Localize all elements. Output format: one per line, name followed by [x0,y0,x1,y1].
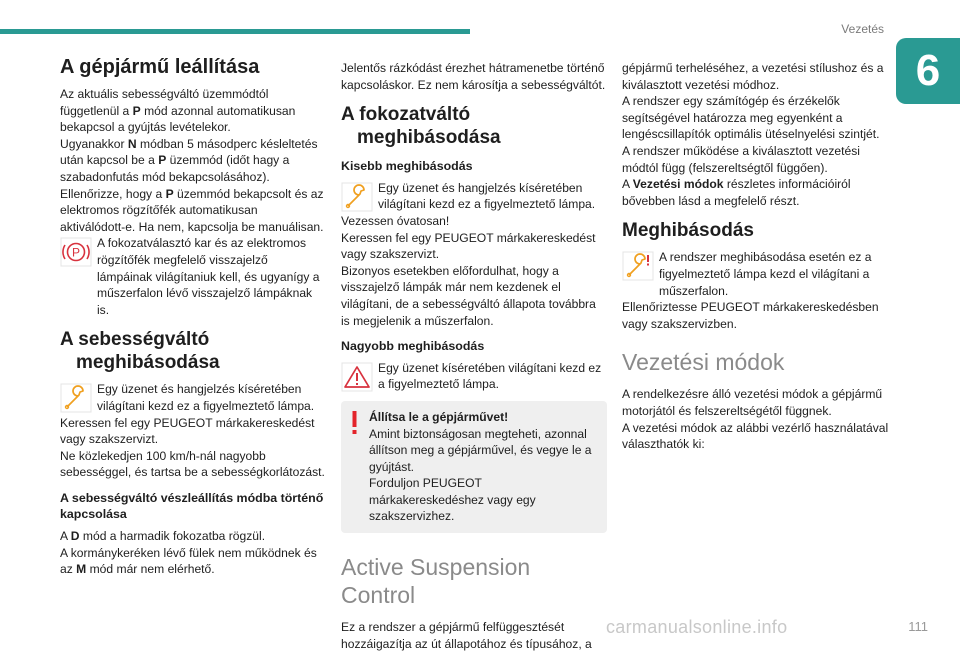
header-accent-bar [0,29,470,34]
minor-failure-note [341,180,607,213]
malfunction-note [622,249,892,299]
heading-selector-failure: A fokozatváltó meghibásodása [341,104,501,149]
chapter-number-tab: 6 [896,38,960,104]
minor-after-2: Keressen fel egy PEUGEOT márkakereskedést vagy szakszervizt. [341,230,596,262]
heading-malfunction: Meghibásodás [622,220,754,242]
column-2 [341,60,607,652]
driving-modes-text-2: A vezetési módok az alábbi vezérlő használatával választhatók ki: [622,420,889,452]
wrench-warning-icon [60,383,92,413]
driving-modes-text-1: A rendelkezésre álló vezetési módok a gépjármű motorjától és felszereltségétől függnek. [622,387,883,418]
emergency-mode-text: A D mód a harmadik fokozatba rögzül. A kormánykeréken lévő fülek nem működnek és az M mód már nem elérhető. [60,529,317,577]
minor-failure-text: Egy üzenet és hangjelzés kíséretében világítani kezd ez a figyelmeztető lámpa. [378,180,596,212]
heading-gearbox-failure: A sebességváltó meghibásodása [60,329,220,374]
gearbox-after-1: Keressen fel egy PEUGEOT márkakereskedést vagy szakszervizt. [60,415,315,447]
gearbox-after-2: Ne közlekedjen 100 km/h-nál nagyobb sebességgel, és tartsa be a sebességkorlátozást. [60,448,325,480]
svg-text:P: P [71,245,81,260]
warning-box-text: Amint biztonságosan megteheti, azonnal állítson meg a gépjárművel, és vegye le a gyújtást. [369,426,592,474]
column-3 [622,60,892,453]
watermark: carmanualsonline.info [606,617,788,637]
paragraph-n-mode: Ugyanakkor N módban 5 másodperc késleltetés után kapcsol be a P üzemmód (időt hagy a szabadonfutás mód bekapcsolásához). [60,136,318,184]
minor-after-1: Vezessen óvatosan! [341,213,450,228]
page-number: 111 [908,619,928,634]
section-label: Vezetés [841,22,884,36]
major-failure-note [341,360,607,393]
heading-driving-modes: Vezetési módok [622,349,785,376]
heading-vehicle-stop: A gépjármű leállítása [60,56,260,78]
paragraph-p-mode: Az aktuális sebességváltó üzemmódtól függetlenül a P mód azonnal automatikusan bekapcsol a gyújtás levételekor. [60,87,296,135]
subheading-minor-failure: Kisebb meghibásodás [341,159,473,174]
paragraph-check: Ellenőrizze, hogy a P üzemmód bekapcsolt és az elektromos rögzítőfék automatikusan aktiválódott-e. Ha nem, kapcsolja be manuálisan. [60,186,324,234]
major-failure-text: Egy üzenet kíséretében világítani kezd ez a figyelmeztető lámpa. [378,360,602,392]
gearbox-warning-note [60,381,326,414]
exclamation-icon [352,411,357,435]
suspension-see-more: A Vezetési módok részletes információiról bővebben lásd a megfelelő részt. [622,177,851,208]
gearbox-warning-text: Egy üzenet és hangjelzés kíséretében világítani kezd ez a figyelmeztető lámpa. [97,382,315,413]
warning-box-title: Állítsa le a gépjárművet! [369,409,509,424]
minor-after-3: Bizonyos esetekben előfordulhat, hogy a visszajelző lámpák már nem kezdenek el világítani, de a sebességváltó állapota továbbra is megjelenik a műszerfalon. [341,263,596,328]
parking-brake-text: A fokozatválasztó kar és az elektromos rögzítőfék megfelelő visszajelző lámpáinak világítaniuk kell, és ugyanígy a műszerfalon lévő visszajelző lámpáknak is. [97,236,320,317]
warning-triangle-icon [341,362,373,392]
active-suspension-text: Ez a rendszer a gépjármű felfüggesztését hozzáigazítja az út állapotához és típusához, a [341,620,592,651]
parking-brake-note [60,235,326,318]
suspension-continued: gépjármű terheléséhez, a vezetési stílushoz és a kiválasztott vezetési módhoz. [622,61,884,92]
stop-vehicle-warning-box [341,401,607,533]
subheading-emergency-mode: A sebességváltó vészleállítás módba történő kapcsolása [60,490,324,522]
reverse-intro: Jelentős rázkódást érezhet hátramenetbe történő kapcsoláskor. Ez nem károsítja a sebességváltót. [341,61,606,92]
column-1 [60,56,326,578]
malfunction-after: Ellenőriztesse PEUGEOT márkakereskedésben vagy szakszervizben. [622,300,879,331]
wrench-warning-icon [341,182,373,212]
suspension-mode-dependency: A rendszer működése a kiválasztott vezetési módtól függ (felszereltségtől függően). [622,143,860,175]
parking-brake-icon [60,237,92,267]
heading-active-suspension: Active Suspension Control [341,554,531,609]
suspension-sensors: A rendszer egy számítógép és érzékelők segítségével határozza meg egyenként a lengéscsillapítók optimális ütéselnyelési szintjét. [622,94,880,142]
wrench-warning-icon [622,251,654,281]
subheading-major-failure: Nagyobb meghibásodás [341,339,485,354]
warning-box-text-2: Forduljon PEUGEOT márkakereskedéshez vagy egy szakszervizhez. [369,476,536,524]
malfunction-text: A rendszer meghibásodása esetén ez a figyelmeztető lámpa kezd el világítani a műszerfalon. [659,250,872,298]
